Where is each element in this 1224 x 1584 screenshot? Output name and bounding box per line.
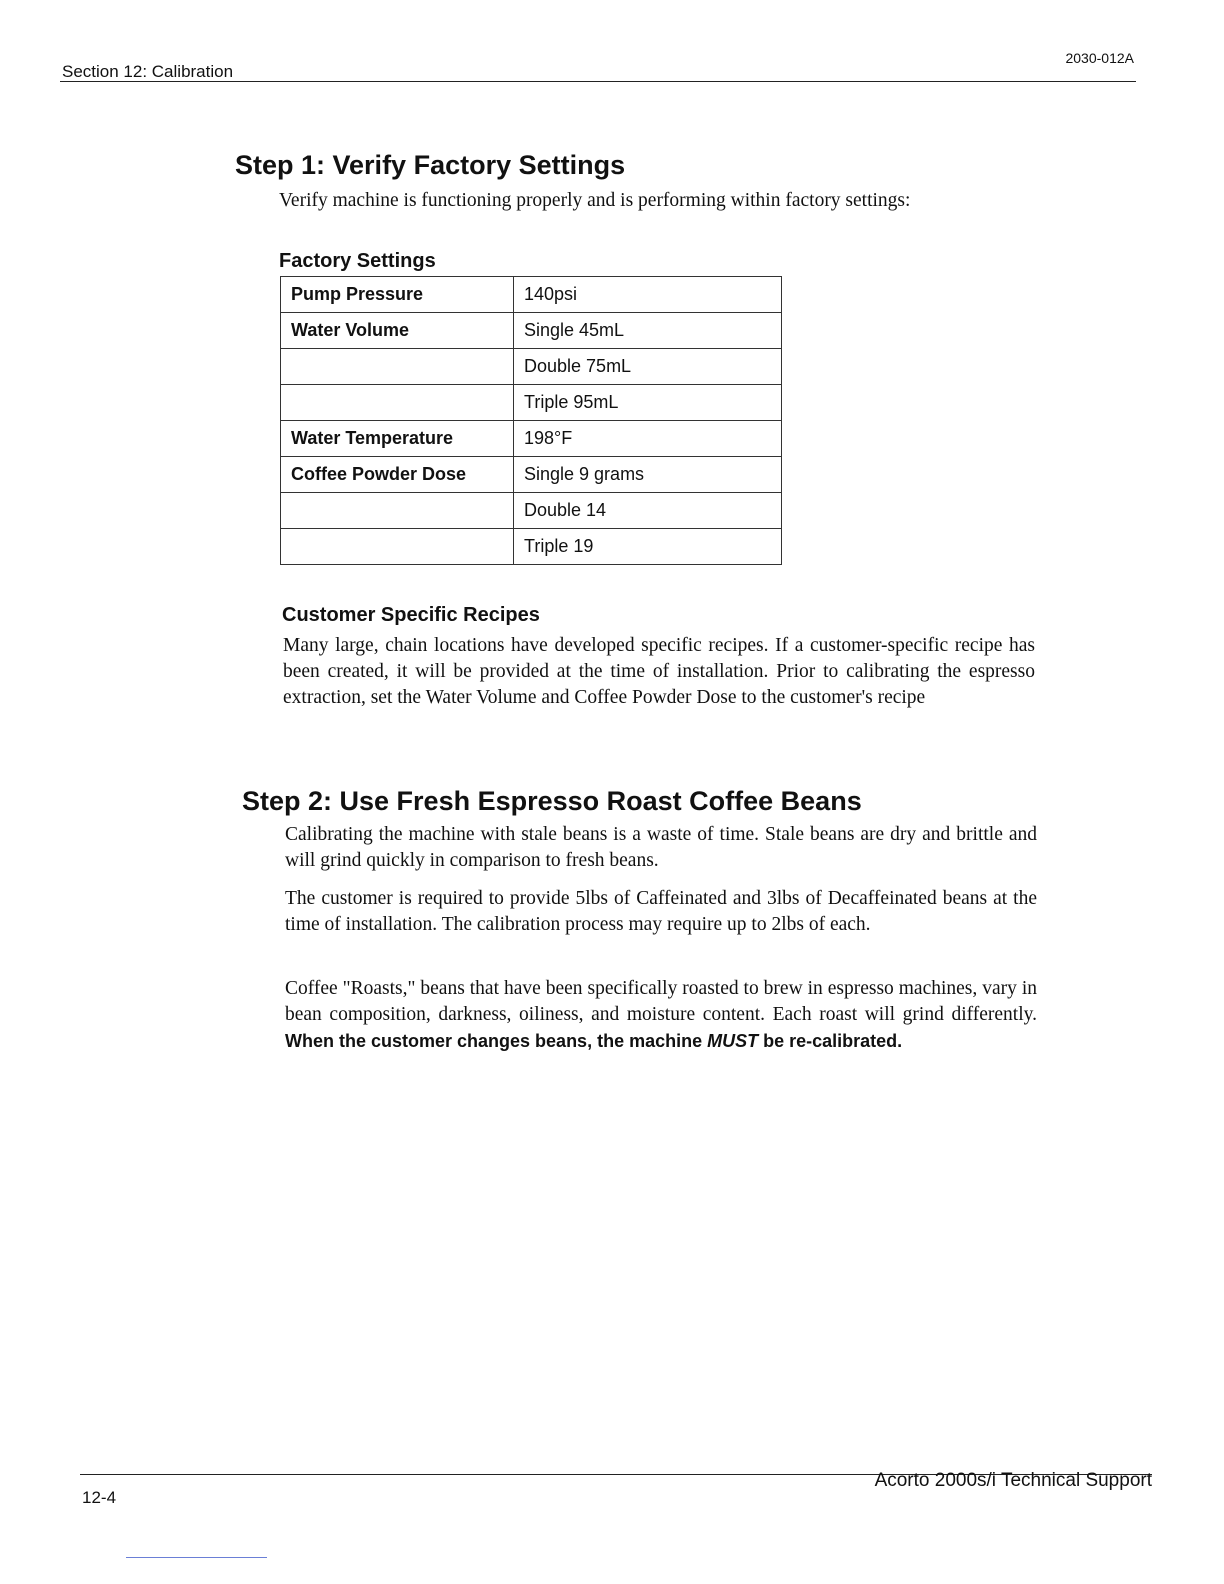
value-cell: Double 75mL: [514, 349, 782, 385]
param-cell: Water Volume: [281, 313, 514, 349]
param-cell: Pump Pressure: [281, 277, 514, 313]
must-emphasis: MUST: [707, 1031, 759, 1051]
table-row: [281, 493, 782, 529]
page-number: 12-4: [82, 1488, 117, 1507]
recalibrate-warning-text: When the customer changes beans, the machine: [285, 1031, 708, 1051]
param-cell: [281, 493, 514, 529]
table-row: [281, 277, 782, 313]
value-cell: Single 9 grams: [514, 457, 782, 493]
value-cell: 140psi: [514, 277, 782, 313]
recalibrate-warning-end: be re-calibrated.: [758, 1031, 903, 1051]
roasts-text: Coffee "Roasts," beans that have been specifically roasted to brew in espresso machines, vary in bean composition, darkness, oiliness, and moisture content. Each roast will grind differently.: [285, 978, 1037, 1025]
param-cell: [281, 349, 514, 385]
table-row: [281, 529, 782, 565]
section-title: Section 12: Calibration: [62, 62, 234, 81]
value-cell: Triple 95mL: [514, 385, 782, 421]
beans-requirement-paragraph: The customer is required to provide 5lbs of Caffeinated and 3lbs of Decaffeinated beans at the time of installation. The calibration process may require up to 2lbs of each.: [285, 888, 1037, 935]
recalibrate-warning: [285, 1031, 902, 1051]
param-cell: [281, 529, 514, 565]
value-cell: Double 14: [514, 493, 782, 529]
step2-heading: Step 2: Use Fresh Espresso Roast Coffee Beans: [242, 786, 862, 816]
recipes-heading: Customer Specific Recipes: [282, 604, 540, 626]
factory-settings-caption: Factory Settings: [279, 250, 436, 272]
table-row: [281, 349, 782, 385]
table-row: [281, 313, 782, 349]
param-cell: Coffee Powder Dose: [281, 457, 514, 493]
document-number: 2030-012A: [1065, 50, 1134, 66]
value-cell: 198°F: [514, 421, 782, 457]
recipes-paragraph: Many large, chain locations have developed specific recipes. If a customer-specific recipe has been created, it will be provided at the time of installation. Prior to calibrating the espresso extraction, set the Water Volume and Coffee Powder Dose to the customer's recipe: [283, 635, 1035, 708]
value-cell: Single 45mL: [514, 313, 782, 349]
header-divider: [60, 81, 1136, 82]
table-row: [281, 421, 782, 457]
table-row: [281, 457, 782, 493]
stale-beans-paragraph: Calibrating the machine with stale beans is a waste of time. Stale beans are dry and brittle and will grind quickly in comparison to fresh beans.: [285, 824, 1037, 871]
step1-heading: Step 1: Verify Factory Settings: [235, 150, 626, 180]
factory-settings-table: [280, 276, 782, 565]
scan-mark-line: [126, 1557, 267, 1558]
param-cell: [281, 385, 514, 421]
param-cell: Water Temperature: [281, 421, 514, 457]
step1-intro: Verify machine is functioning properly and is performing within factory settings:: [279, 190, 911, 211]
value-cell: Triple 19: [514, 529, 782, 565]
roasts-paragraph: [285, 976, 1037, 1055]
footer-title: Acorto 2000s/i Technical Support: [874, 1470, 1152, 1491]
table-row: [281, 385, 782, 421]
